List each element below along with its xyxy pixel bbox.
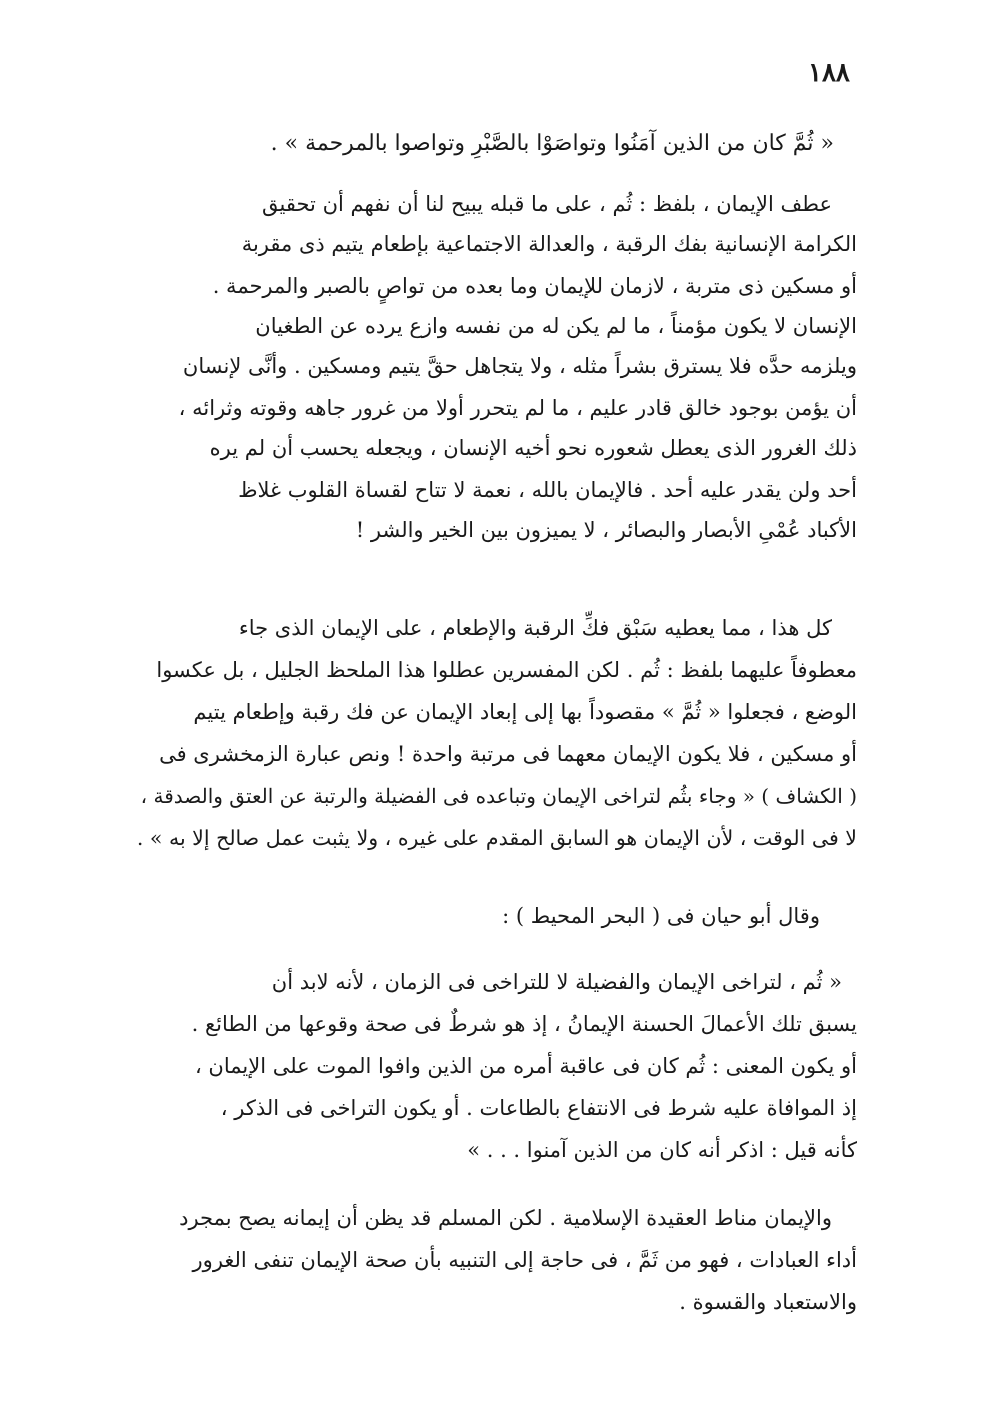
quote-line: « ثُم ، لتراخى الإيمان والفضيلة لا للتراخى فى الزمان ، لأنه لابد أن	[271, 970, 842, 994]
paragraph-2-line: لا فى الوقت ، لأن الإيمان هو السابق المقدم على غيره ، ولا يثبت عمل صالح إلا به » .	[136, 826, 857, 850]
page-number: ١٨٨	[808, 58, 850, 88]
quote-line: يسبق تلك الأعمالَ الحسنة الإيمانُ ، إذ هو شرطٌ فى صحة وقوعها من الطائع .	[191, 1012, 857, 1036]
paragraph-1-line: عطف الإيمان ، بلفظ : ثُم ، على ما قبله يبيح لنا أن نفهم أن تحقيق	[262, 192, 832, 216]
paragraph-2-line: معطوفاً عليهما بلفظ : ثُم . لكن المفسرين عطلوا هذا الملحظ الجليل ، بل عكسوا	[156, 658, 857, 682]
quote-intro: وقال أبو حيان فى ( البحر المحيط ) :	[502, 904, 820, 928]
paragraph-1-line: أن يؤمن بوجود خالق قادر عليم ، ما لم يتحرر أولا من غرور جاهه وقوته وثرائه ،	[178, 396, 857, 420]
paragraph-3-line: والإيمان مناط العقيدة الإسلامية . لكن المسلم قد يظن أن إيمانه يصح بمجرد	[179, 1206, 832, 1230]
quote-line: إذ الموافاة عليه شرط فى الانتفاع بالطاعات . أو يكون التراخى فى الذكر ،	[220, 1096, 857, 1120]
quote-line: أو يكون المعنى : ثُم كان فى عاقبة أمره من الذين وافوا الموت على الإيمان ،	[194, 1054, 857, 1078]
paragraph-2-line: الوضع ، فجعلوا « ثُمَّ » مقصوداً بها إلى إبعاد الإيمان عن فك رقبة وإطعام يتيم	[193, 700, 857, 724]
paragraph-1-line: ذلك الغرور الذى يعطل شعوره نحو أخيه الإنسان ، ويجعله يحسب أن لم يره	[209, 436, 857, 460]
paragraph-1-line: أحد ولن يقدر عليه أحد . فالإيمان بالله ، نعمة لا تتاح لقساة القلوب غلاظ	[238, 478, 857, 502]
quote-line: كأنه قيل : اذكر أنه كان من الذين آمنوا . . . »	[467, 1138, 857, 1162]
paragraph-3-line: والاستعباد والقسوة .	[679, 1290, 857, 1314]
paragraph-1-line: أو مسكين ذى متربة ، لازمان للإيمان وما بعده من تواصٍ بالصبر والمرحمة .	[212, 274, 857, 298]
paragraph-1-line: الكرامة الإنسانية بفك الرقبة ، والعدالة الاجتماعية بإطعام يتيم ذى مقربة	[241, 232, 857, 256]
paragraph-3-line: أداء العبادات ، فهو من ثَمَّ ، فى حاجة إلى التنبيه بأن صحة الإيمان تنفى الغرور	[192, 1248, 857, 1272]
verse-quote: « ثُمَّ كان من الذين آمَنُوا وتواصَوْا بالصَّبْرِ وتواصوا بالمرحمة » .	[270, 131, 834, 156]
paragraph-1-line: ويلزمه حدَّه فلا يسترق بشراً مثله ، ولا يتجاهل حقَّ يتيم ومسكين . وأنَّى لإنسان	[182, 354, 857, 378]
paragraph-2-line: ( الكشاف ) « وجاء بثُم لتراخى الإيمان وتباعده فى الفضيلة والرتبة عن العتق والصدقة ،	[140, 784, 857, 808]
paragraph-2-line: كل هذا ، مما يعطيه سَبْق فكِّ الرقبة والإطعام ، على الإيمان الذى جاء	[238, 616, 832, 640]
paragraph-1-line: الإنسان لا يكون مؤمناً ، ما لم يكن له من نفسه وازع يرده عن الطغيان	[255, 314, 857, 338]
paragraph-2-line: أو مسكين ، فلا يكون الإيمان معهما فى مرتبة واحدة ! ونص عبارة الزمخشرى فى	[159, 742, 857, 766]
paragraph-1-line: الأكباد عُمْىِ الأبصار والبصائر ، لا يميزون بين الخير والشر !	[355, 518, 857, 542]
